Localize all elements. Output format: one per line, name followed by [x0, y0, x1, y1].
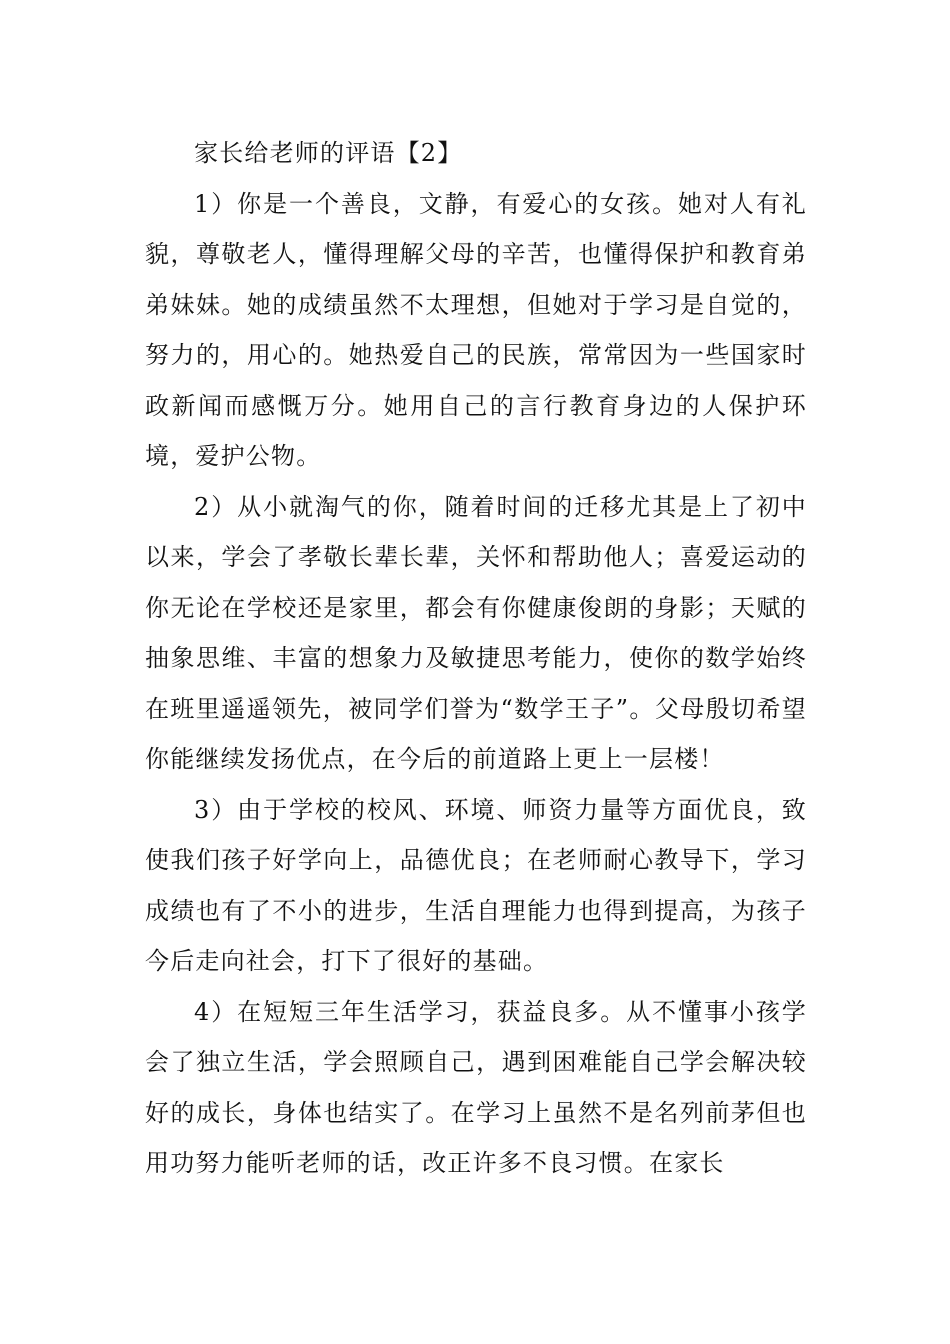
paragraph-3: 3）由于学校的校风、环境、师资力量等方面优良，致使我们孩子好学向上，品德优良；在老师耐心教导下，学习成绩也有了不小的进步，生活自理能力也得到提高，为孩子今后走向社会，打下了很好的基础。 [145, 795, 807, 975]
paragraph-4: 4）在短短三年生活学习，获益良多。从不懂事小孩学会了独立生活，学会照顾自己，遇到困难能自己学会解决较好的成长，身体也结实了。在学习上虽然不是名列前茅但也用功努力能听老师的话，改正许多不良习惯。在家长 [145, 997, 807, 1177]
document-body [145, 128, 807, 1189]
section-heading: 家长给老师的评语【2】 [194, 139, 463, 167]
paragraph-2: 2）从小就淘气的你，随着时间的迁移尤其是上了初中以来，学会了孝敬长辈长辈，关怀和帮助他人；喜爱运动的你无论在学校还是家里，都会有你健康俊朗的身影；天赋的抽象思维、丰富的想象力及敏捷思考能力，使你的数学始终在班里遥遥领先，被同学们誉为“数学王子”。父母殷切希望你能继续发扬优点，在今后的前道路上更上一层楼！ [145, 492, 807, 773]
paragraph-1: 1）你是一个善良，文静，有爱心的女孩。她对人有礼貌，尊敬老人，懂得理解父母的辛苦，也懂得保护和教育弟弟妹妹。她的成绩虽然不太理想，但她对于学习是自觉的，努力的，用心的。她热爱自己的民族，常常因为一些国家时政新闻而感慨万分。她用自己的言行教育身边的人保护环境，爱护公物。 [145, 189, 807, 470]
